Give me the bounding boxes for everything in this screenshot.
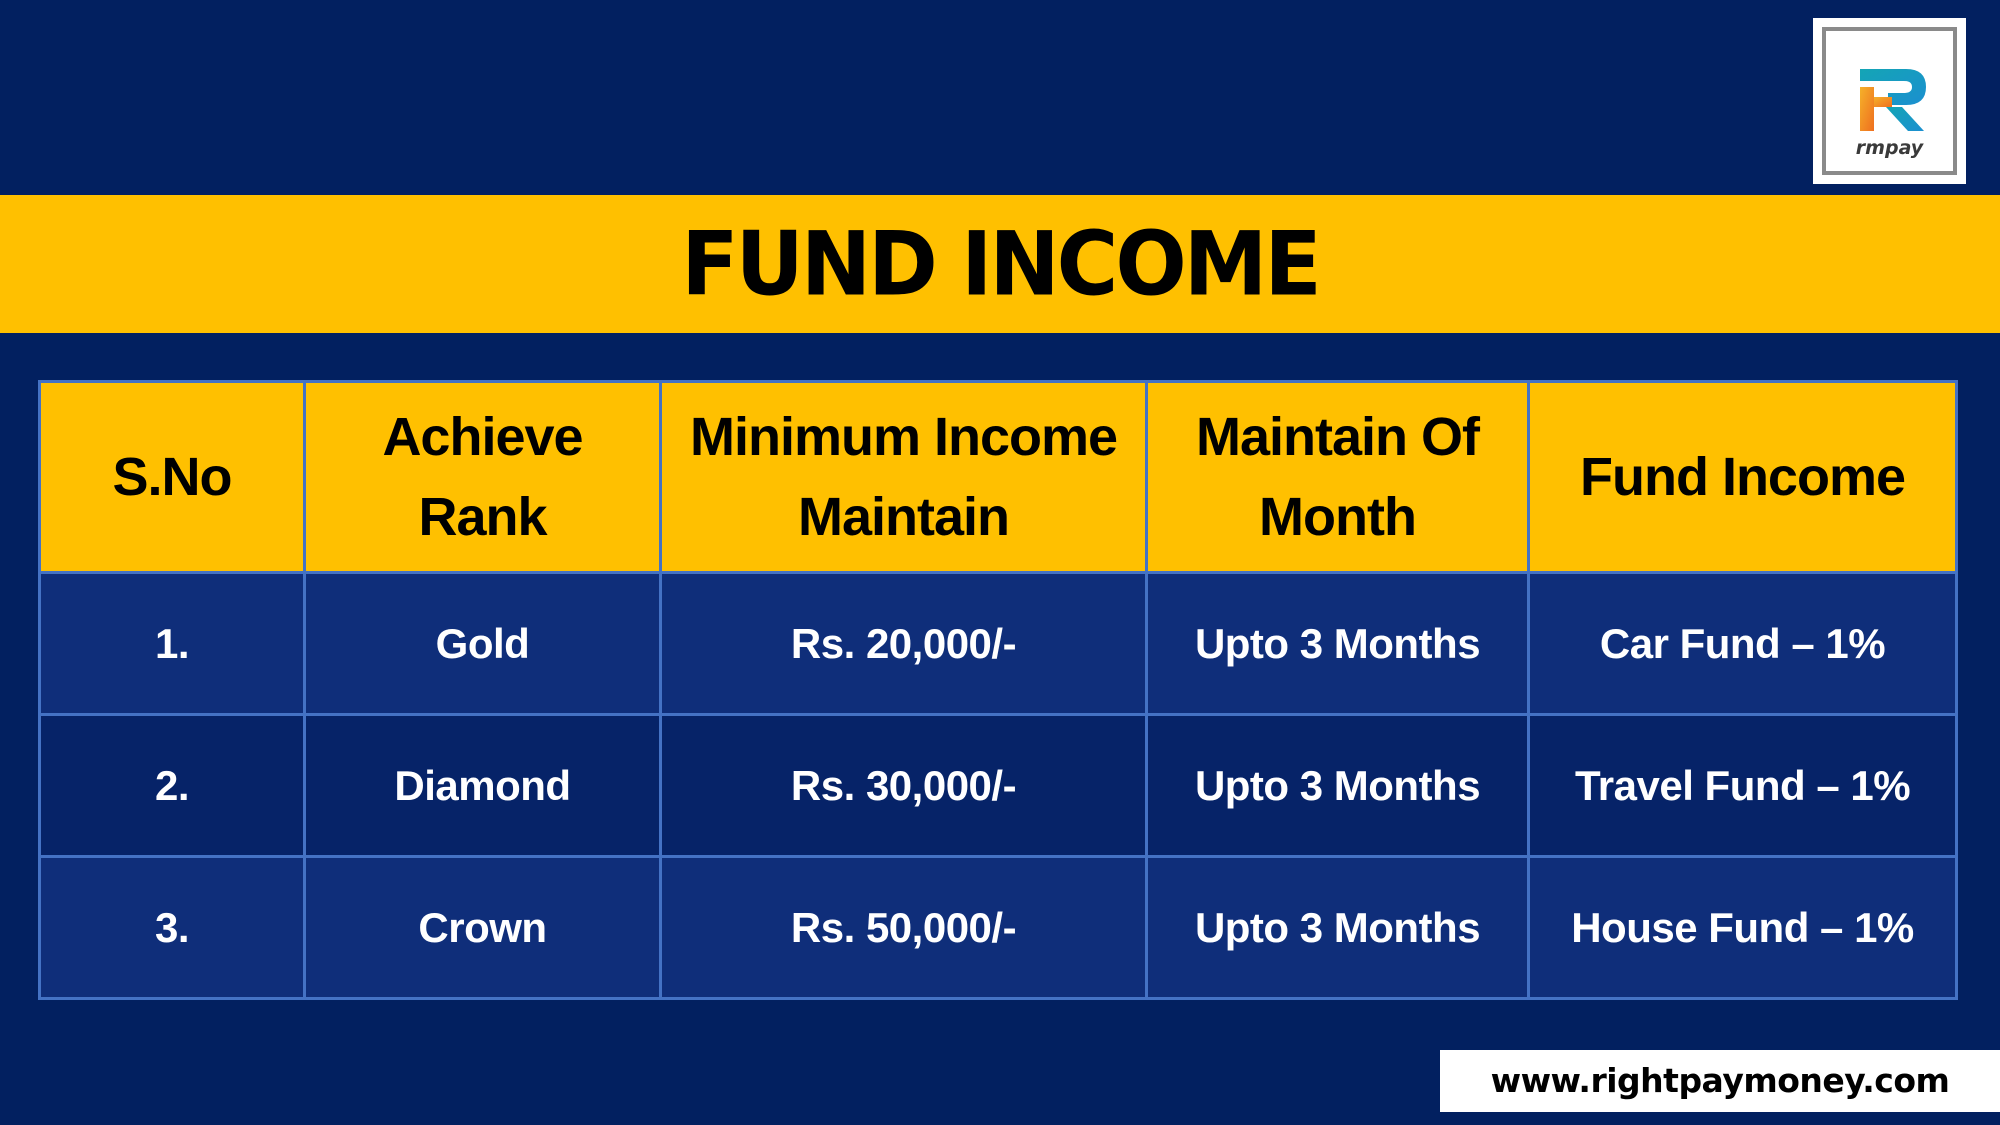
cell-months: Upto 3 Months xyxy=(1147,857,1529,999)
header-minimum-income: Minimum Income Maintain xyxy=(661,382,1147,573)
header-fund-income: Fund Income xyxy=(1529,382,1957,573)
cell-min-income: Rs. 20,000/- xyxy=(661,573,1147,715)
brand-logo xyxy=(1813,18,1966,184)
cell-sno: 1. xyxy=(40,573,305,715)
logo-wordmark: rmpay xyxy=(1855,137,1924,159)
cell-rank: Diamond xyxy=(305,715,661,857)
header-sno: S.No xyxy=(40,382,305,573)
cell-min-income: Rs. 30,000/- xyxy=(661,715,1147,857)
table-row xyxy=(40,857,1957,999)
cell-months: Upto 3 Months xyxy=(1147,573,1529,715)
website-banner xyxy=(1440,1050,2000,1112)
cell-rank: Crown xyxy=(305,857,661,999)
cell-fund-income: Travel Fund – 1% xyxy=(1529,715,1957,857)
cell-min-income: Rs. 50,000/- xyxy=(661,857,1147,999)
header-maintain-month: Maintain Of Month xyxy=(1147,382,1529,573)
cell-sno: 2. xyxy=(40,715,305,857)
table-row xyxy=(40,715,1957,857)
page-title: FUND INCOME xyxy=(681,212,1319,316)
website-link[interactable]: www.rightpaymoney.com xyxy=(1490,1061,1950,1100)
logo-frame xyxy=(1822,27,1957,175)
table-header-row xyxy=(40,382,1957,573)
header-achieve-rank: Achieve Rank xyxy=(305,382,661,573)
cell-sno: 3. xyxy=(40,857,305,999)
cell-fund-income: House Fund – 1% xyxy=(1529,857,1957,999)
cell-months: Upto 3 Months xyxy=(1147,715,1529,857)
cell-rank: Gold xyxy=(305,573,661,715)
cell-fund-income: Car Fund – 1% xyxy=(1529,573,1957,715)
title-banner xyxy=(0,195,2000,333)
fund-income-table xyxy=(38,380,1958,1000)
table-row xyxy=(40,573,1957,715)
